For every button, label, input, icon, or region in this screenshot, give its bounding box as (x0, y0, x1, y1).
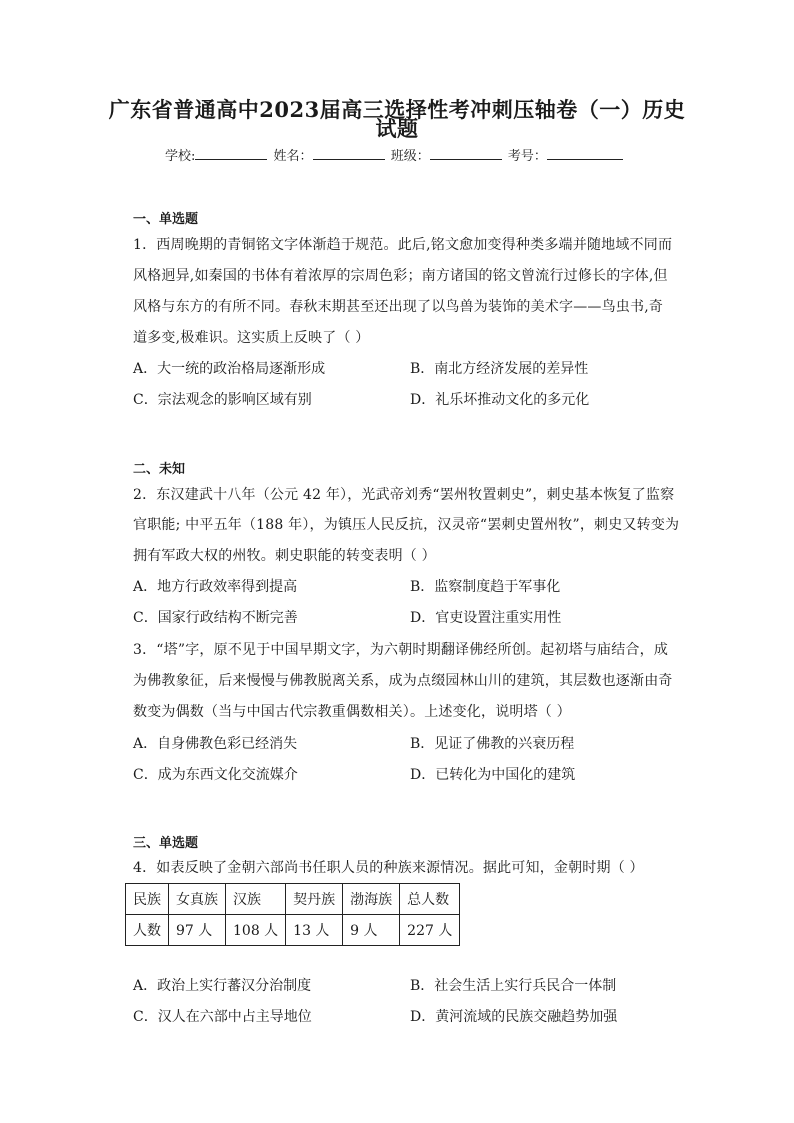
class-label: 班级： (390, 149, 430, 164)
q1-line-1: 1．西周晚期的青铜铭文字体渐趋于规范。此后,铭文愈加变得种类多端并随地域不同而 (133, 237, 673, 253)
q4-option-d[interactable]: D．黄河流域的民族交融趋势加强 (410, 1009, 618, 1025)
q3-line-3: 数变为偶数（当与中国古代宗教重偶数相关）。上述变化，说明塔（ ） (133, 704, 571, 720)
section-heading-3: 三、单选题 (133, 836, 199, 851)
table-cell: 汉族 (226, 884, 286, 915)
q4-option-b[interactable]: B．社会生活上实行兵民合一体制 (410, 978, 617, 994)
table-cell: 民族 (126, 884, 169, 915)
q4-line-1: 4．如表反映了金朝六部尚书任职人员的种族来源情况。据此可知，金朝时期（ ） (133, 860, 644, 876)
number-label: 考号： (507, 149, 547, 164)
section-heading-1: 一、单选题 (133, 212, 199, 227)
q2-line-3: 拥有军政大权的州牧。刺史职能的转变表明（ ） (133, 548, 436, 564)
table-header-row (126, 884, 460, 915)
name-label: 姓名： (273, 149, 313, 164)
table-cell: 总人数 (400, 884, 460, 915)
q3-option-c[interactable]: C．成为东西文化交流媒介 (133, 767, 298, 783)
student-info-row (165, 145, 625, 164)
q1-option-a[interactable]: A．大一统的政治格局逐渐形成 (133, 361, 326, 377)
q1-line-3: 风格与东方的有所不同。春秋末期甚至还出现了以鸟兽为装饰的美术字——鸟虫书,奇 (133, 299, 664, 315)
q2-option-d[interactable]: D．官吏设置注重实用性 (410, 610, 562, 626)
q3-line-2: 为佛教象征，后来慢慢与佛教脱离关系，成为点缀园林山川的建筑，其层数也逐渐由奇 (133, 673, 673, 689)
exam-title-line2: 试题 (375, 116, 419, 141)
q3-option-a[interactable]: A．自身佛教色彩已经消失 (133, 736, 298, 752)
q2-line-2: 官职能; 中平五年（188 年），为镇压人民反抗，汉灵帝“罢刺史置州牧”，刺史又转变为 (133, 517, 680, 533)
exam-title-line1: 广东省普通高中2023届高三选择性考冲刺压轴卷（一）历史 (108, 97, 686, 122)
table-cell: 人数 (126, 915, 169, 946)
q3-option-d[interactable]: D．已转化为中国化的建筑 (410, 767, 576, 783)
table-cell: 9 人 (343, 915, 400, 946)
school-label: 学校: (165, 149, 196, 164)
q3-line-1: 3．“塔”字，原不见于中国早期文字，为六朝时期翻译佛经所创。起初塔与庙结合，成 (133, 642, 669, 658)
table-cell: 契丹族 (286, 884, 343, 915)
ethnicity-table (125, 883, 460, 946)
table-cell: 108 人 (226, 915, 286, 946)
table-cell: 97 人 (169, 915, 226, 946)
section-heading-2: 二、未知 (133, 462, 186, 477)
q4-option-c[interactable]: C．汉人在六部中占主导地位 (133, 1009, 312, 1025)
q4-option-a[interactable]: A．政治上实行蕃汉分治制度 (133, 978, 312, 994)
q1-line-2: 风格迥异,如秦国的书体有着浓厚的宗周色彩；南方诸国的铭文曾流行过修长的字体,但 (133, 268, 668, 284)
table-row (126, 915, 460, 946)
table-cell: 渤海族 (343, 884, 400, 915)
q3-option-b[interactable]: B．见证了佛教的兴衰历程 (410, 736, 575, 752)
q1-option-c[interactable]: C．宗法观念的影响区域有别 (133, 392, 312, 408)
table-cell: 227 人 (400, 915, 460, 946)
name-blank[interactable] (313, 147, 385, 160)
class-blank[interactable] (430, 147, 502, 160)
school-blank[interactable] (195, 147, 267, 160)
q2-option-b[interactable]: B．监察制度趋于军事化 (410, 579, 561, 595)
q1-option-d[interactable]: D．礼乐坏推动文化的多元化 (410, 392, 590, 408)
table-cell: 女真族 (169, 884, 226, 915)
q2-option-a[interactable]: A．地方行政效率得到提高 (133, 579, 298, 595)
table-cell: 13 人 (286, 915, 343, 946)
q1-line-4: 道多变,极难识。这实质上反映了（ ） (133, 330, 370, 346)
q2-line-1: 2．东汉建武十八年（公元 42 年），光武帝刘秀“罢州牧置刺史”，刺史基本恢复了监察 (133, 487, 675, 503)
q2-option-c[interactable]: C．国家行政结构不断完善 (133, 610, 298, 626)
number-blank[interactable] (547, 147, 623, 160)
q1-option-b[interactable]: B．南北方经济发展的差异性 (410, 361, 589, 377)
